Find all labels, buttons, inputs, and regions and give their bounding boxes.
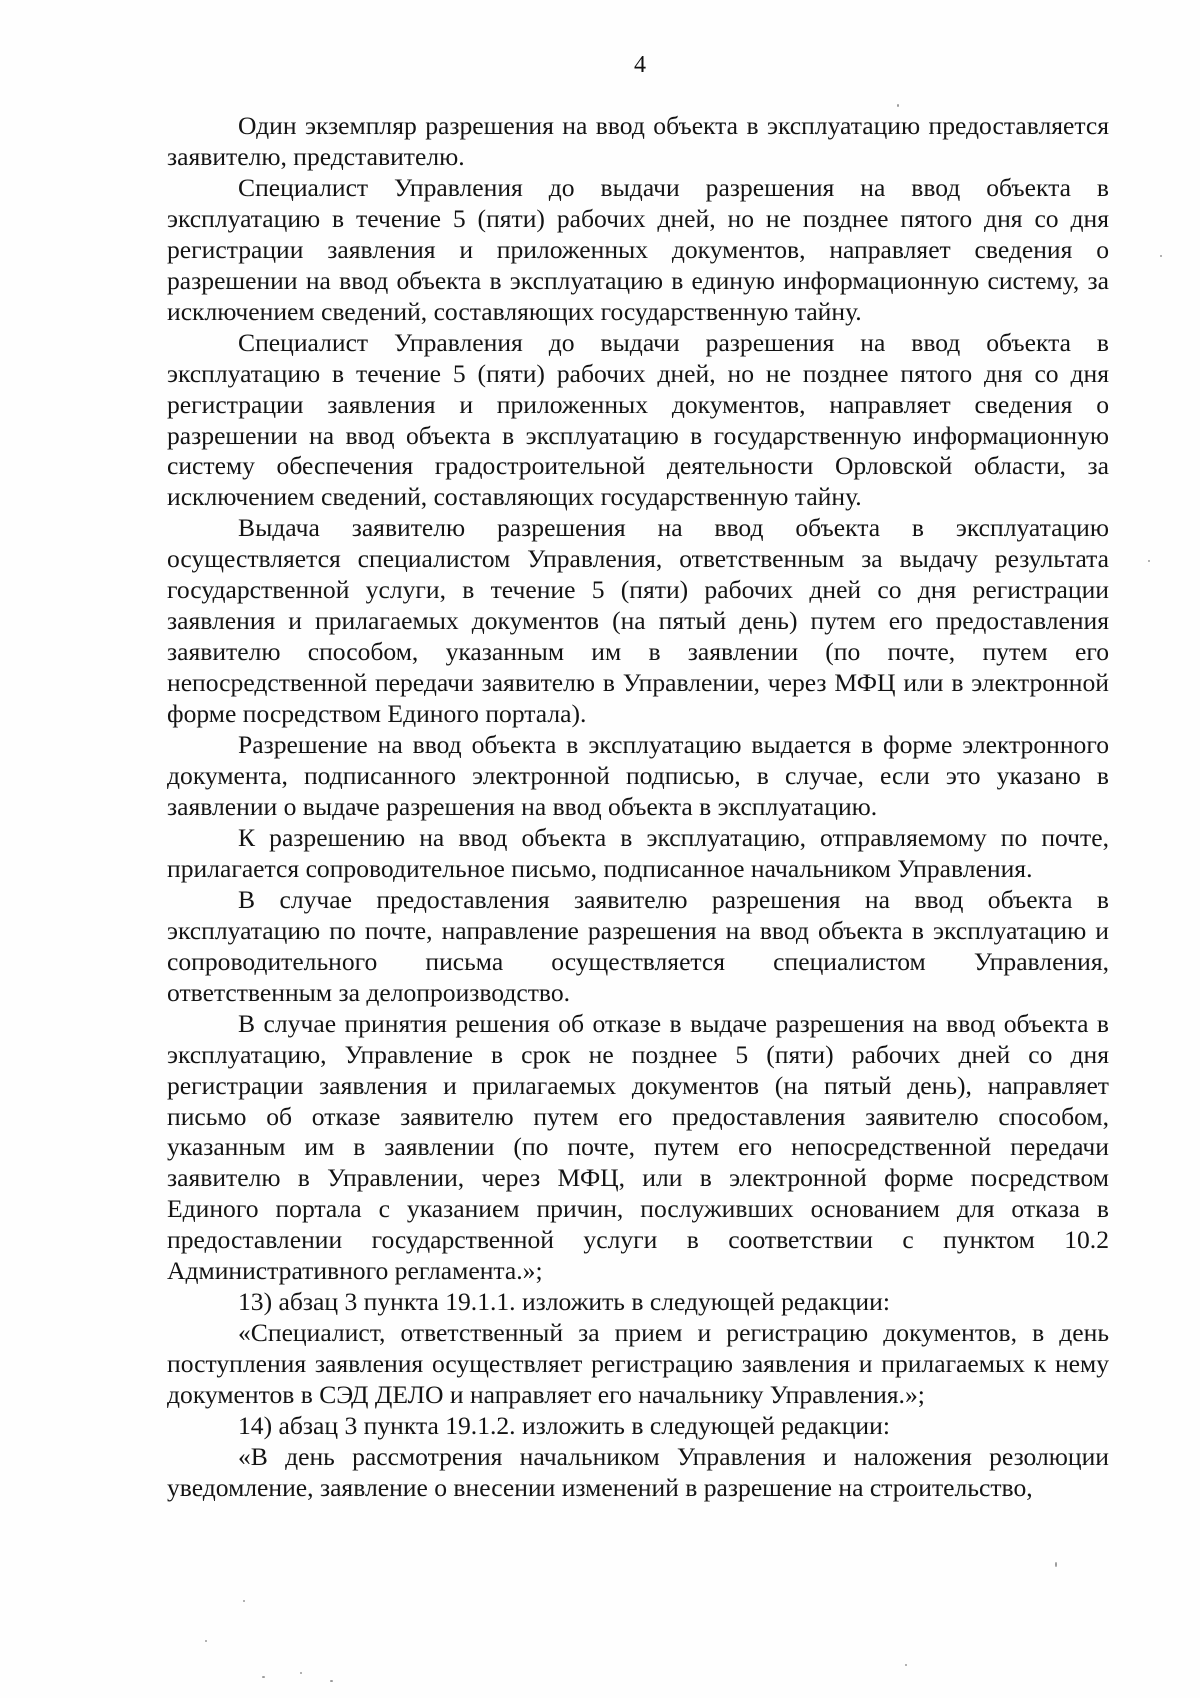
paragraph-3: Специалист Управления до выдачи разрешения на ввод объекта в эксплуатацию в течение 5 (пяти) рабочих дней, но не позднее пятого дня со дня регистрации заявления и приложенных документов, направляет сведения о разрешении на ввод объекта в эксплуатацию в государственную информационную систему обеспечения градостроительной деятельности Орловской области, за исключением сведений, составляющих государственную тайну. xyxy=(167,327,1109,512)
paragraph-4: Выдача заявителю разрешения на ввод объекта в эксплуатацию осуществляется специалистом Управления, ответственным за выдачу результата государственной услуги, в течение 5 (пяти) рабочих дней со дня регистрации заявления и прилагаемых документов (на пятый день) путем его предоставления заявителю способом, указанным им в заявлении (по почте, путем его непосредственной передачи заявителю в Управлении, через МФЦ или в электронной форме посредством Единого портала). xyxy=(167,513,1109,729)
scan-speck xyxy=(1160,255,1162,257)
page-number: 4 xyxy=(634,52,646,78)
paragraph-2: Специалист Управления до выдачи разрешения на ввод объекта в эксплуатацию в течение 5 (пяти) рабочих дней, но не позднее пятого дня со дня регистрации заявления и приложенных документов, направляет сведения о разрешении на ввод объекта в эксплуатацию в единую информационную систему, за исключением сведений, составляющих государственную тайну. xyxy=(167,172,1109,326)
paragraph-1: Один экземпляр разрешения на ввод объекта в эксплуатацию предоставляется заявителю, представителю. xyxy=(167,111,1109,171)
paragraph-10: «Специалист, ответственный за прием и регистрацию документов, в день поступления заявления осуществляет регистрацию заявления и прилагаемых к нему документов в СЭД ДЕЛО и направляет его начальнику Управления.»; xyxy=(167,1318,1109,1410)
paragraph-8: В случае принятия решения об отказе в выдаче разрешения на ввод объекта в эксплуатацию, Управление в срок не позднее 5 (пяти) рабочих дней со дня регистрации заявления и прилагаемых документов (на пятый день), направляет письмо об отказе заявителю путем его предоставления заявителю способом, указанным им в заявлении (по почте, путем его непосредственной передачи заявителю в Управлении, через МФЦ, или в электронной форме посредством Единого портала с указанием причин, послуживших основанием для отказа в предоставлении государственной услуги в соответствии с пунктом 10.2 Административного регламента.»; xyxy=(167,1008,1109,1286)
scan-speck xyxy=(205,1640,207,1642)
scan-speck xyxy=(1148,560,1150,562)
scan-speck xyxy=(1055,1562,1057,1567)
paragraph-12: «В день рассмотрения начальником Управления и наложения резолюции уведомление, заявление о внесении изменений в разрешение на строительство, xyxy=(167,1441,1109,1502)
paragraph-5: Разрешение на ввод объекта в эксплуатацию выдается в форме электронного документа, подписанного электронной подписью, в случае, если это указано в заявлении о выдаче разрешения на ввод объекта в эксплуатацию. xyxy=(167,730,1109,821)
paragraph-6: К разрешению на ввод объекта в эксплуатацию, отправляемому по почте, прилагается сопроводительное письмо, подписанное начальником Управления. xyxy=(167,822,1109,883)
scan-speck xyxy=(243,1600,245,1602)
paragraph-9: 13) абзац 3 пункта 19.1.1. изложить в следующей редакции: xyxy=(238,1287,890,1317)
scan-speck xyxy=(905,1664,907,1666)
scan-speck xyxy=(262,1676,265,1678)
scan-speck xyxy=(897,104,899,107)
paragraph-11: 14) абзац 3 пункта 19.1.2. изложить в следующей редакции: xyxy=(238,1411,890,1441)
scan-speck xyxy=(300,1672,302,1674)
document-body xyxy=(167,111,1109,1504)
paragraph-7: В случае предоставления заявителю разрешения на ввод объекта в эксплуатацию по почте, направление разрешения на ввод объекта в эксплуатацию и сопроводительного письма осуществляется специалистом Управления, ответственным за делопроизводство. xyxy=(167,884,1109,1007)
scan-speck xyxy=(330,1680,333,1682)
